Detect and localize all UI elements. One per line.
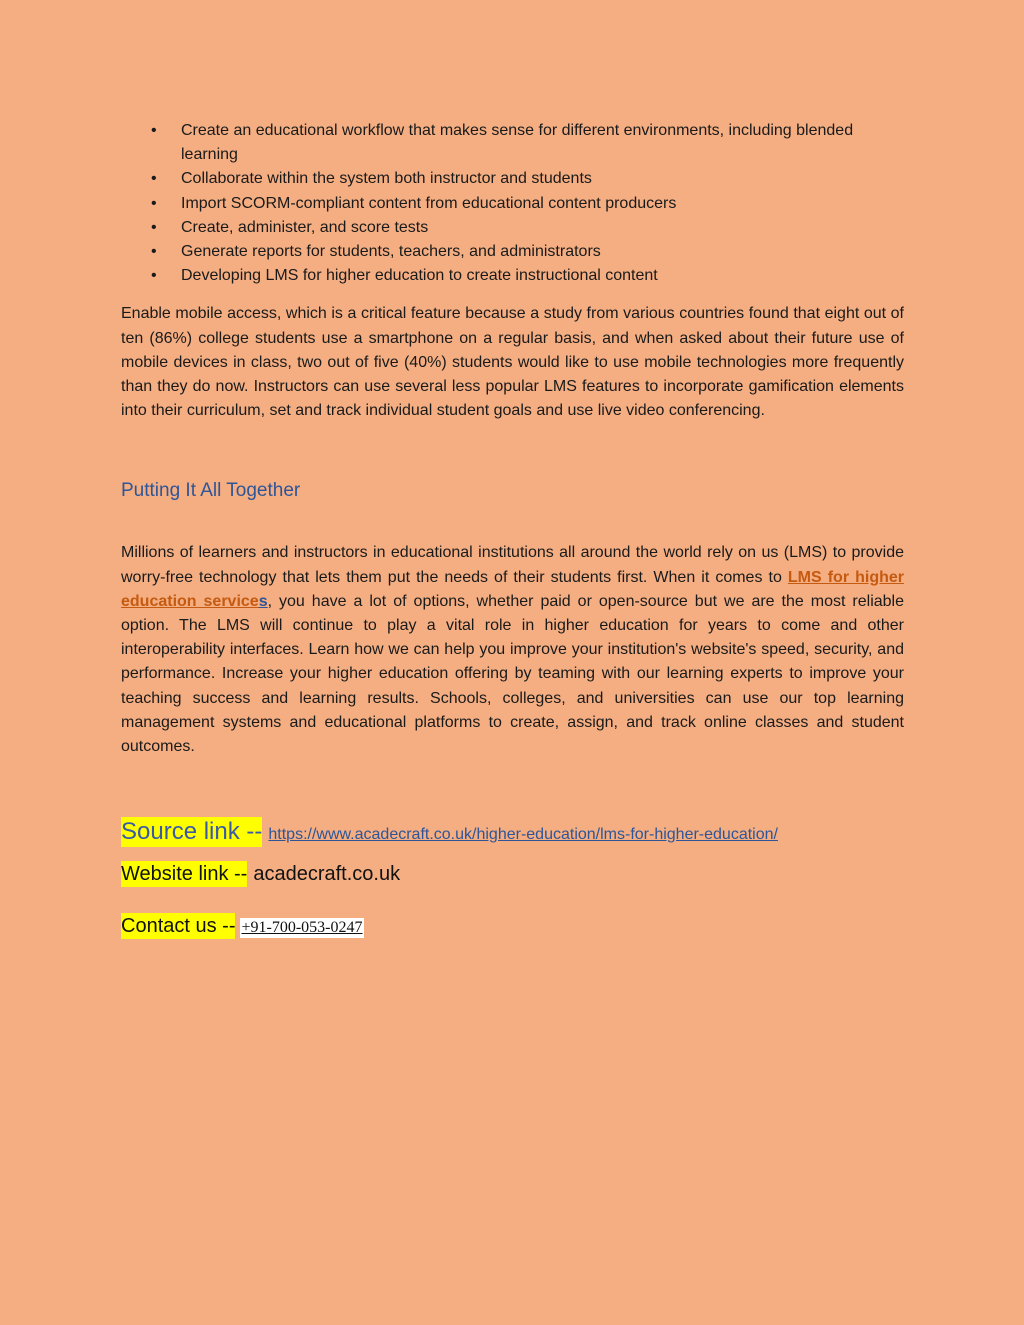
list-item — [121, 192, 904, 216]
website-link-label: Website link -- — [121, 863, 248, 886]
contact-row — [121, 913, 904, 939]
bullet-icon: • — [151, 267, 157, 285]
document-content — [121, 119, 904, 939]
list-item — [121, 240, 904, 264]
list-item-text: Create an educational workflow that makes sense for different environments, including blended learning — [181, 122, 854, 164]
list-item-text: Create, administer, and score tests — [181, 218, 429, 236]
list-item-text: Developing LMS for higher education to create instructional content — [181, 267, 658, 285]
section-heading: Putting It All Together — [121, 480, 301, 502]
source-link-label: Source link -- — [121, 818, 263, 846]
list-item — [121, 167, 904, 191]
source-link-row — [121, 817, 904, 847]
together-paragraph — [121, 541, 904, 759]
paragraph-text-after: , you have a lot of options, whether paid or open-source but we are the most reliable option. The LMS will continue to play a vital role in higher education for years to come and other interoperability interfaces. Learn how we can help you improve your institution's website's speed, security, and performance. Increase your higher education offering by teaming with our learning experts to improve your teaching success and learning results. Schools, colleges, and universities can use our top learning management systems and educational platforms to create, assign, and track online classes and student outcomes. — [121, 592, 905, 756]
bullet-icon: • — [151, 218, 157, 236]
lms-services-link-suffix: s — [258, 592, 268, 610]
bullet-icon: • — [151, 243, 157, 261]
contact-label: Contact us -- — [121, 915, 236, 938]
source-url-link[interactable]: https://www.acadecraft.co.uk/higher-education/lms-for-higher-education/ — [268, 826, 778, 844]
list-item-text: Generate reports for students, teachers, and administrators — [181, 243, 601, 261]
list-item — [121, 216, 904, 240]
bullet-icon: • — [151, 170, 157, 188]
mobile-access-paragraph: Enable mobile access, which is a critical feature because a study from various countries found that eight out of ten (86%) college students use a smartphone on a regular basis, and when asked about their future use of mobile devices in class, two out of five (40%) students would like to use mobile technologies more frequently than they do now. Instructors can use several less popular LMS features to incorporate gamification elements into their curriculum, set and track individual student goals and use live video conferencing. — [121, 305, 904, 420]
paragraph-text-before: Millions of learners and instructors in educational institutions all around the world rely on us (LMS) to provide worry-free technology that lets them put the needs of their students first. When it comes to — [121, 544, 904, 586]
list-item-text: Collaborate within the system both instructor and students — [181, 170, 592, 188]
website-value[interactable]: acadecraft.co.uk — [253, 863, 401, 886]
bullet-icon: • — [151, 122, 157, 139]
contact-phone-link[interactable]: +91-700-053-0247 — [241, 919, 363, 937]
bullet-icon: • — [151, 194, 157, 212]
feature-list — [121, 119, 904, 288]
website-link-row — [121, 861, 904, 887]
lms-services-link-text: LMS for higher education service — [121, 568, 904, 610]
list-item — [121, 119, 904, 167]
list-item-text: Import SCORM-compliant content from educational content producers — [181, 194, 677, 212]
list-item — [121, 264, 904, 288]
